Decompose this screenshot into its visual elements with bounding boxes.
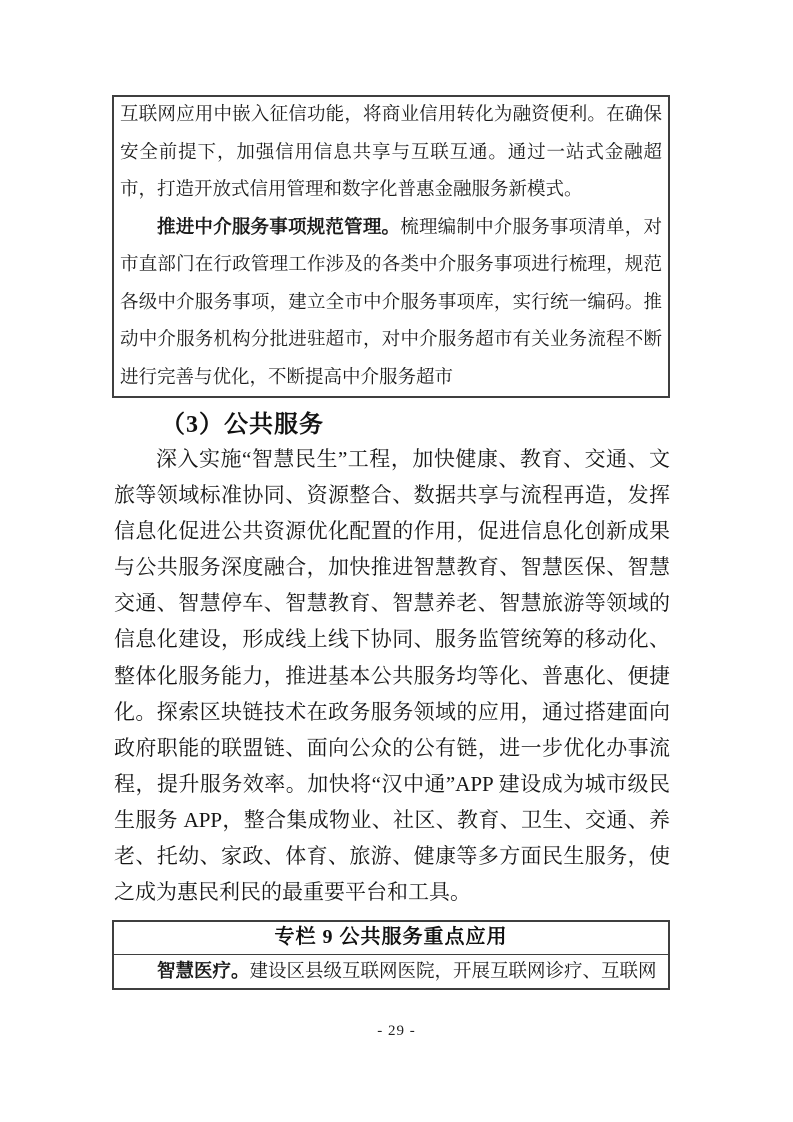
box1-paragraph-intermediary [120,210,662,398]
column9-row-smart-healthcare [114,955,668,988]
column9-row-lead: 智慧医疗。 [157,962,250,982]
intermediary-services-box [112,95,670,398]
box1-paragraph-credit: 互联网应用中嵌入征信功能，将商业信用转化为融资便利。在确保安全前提下，加强信用信息共享与互联互通。通过一站式金融超市，打造开放式信用管理和数字化普惠金融服务新模式。 [120,105,662,200]
column9-row-body: 建设区县级互联网医院，开展互联网诊疗、互联网 [249,962,657,982]
box1-paragraph-body: 梳理编制中介服务事项清单，对市直部门在行政管理工作涉及的各类中介服务事项进行梳理，规范各级中介服务事项，建立全市中介服务事项库，实行统一编码。推动中介服务机构分批进驻超市，对中介服务超市有关业务流程不断进行完善与优化，不断提高中介服务超市 [120,217,662,388]
box1-paragraph-lead: 推进中介服务事项规范管理。 [157,217,401,238]
column9-header: 专栏 9 公共服务重点应用 [114,922,668,955]
section-heading-public-services: （3）公共服务 [161,412,324,438]
column9-box [112,920,670,990]
public-services-paragraph: 深入实施“智慧民生”工程，加快健康、教育、交通、文旅等领域标准协同、资源整合、数据共享与流程再造，发挥信息化促进公共资源优化配置的作用，促进信息化创新成果与公共服务深度融合，加快推进智慧教育、智慧医保、智慧交通、智慧停车、智慧教育、智慧养老、智慧旅游等领域的信息化建设，形成线上线下协同、服务监管统筹的移动化、整体化服务能力，推进基本公共服务均等化、普惠化、便捷化。探索区块链技术在政务服务领域的应用，通过搭建面向政府职能的联盟链、面向公众的公有链，进一步优化办事流程，提升服务效率。加快将“汉中通”APP 建设成为城市级民生服务 APP，整合集成物业、社区、教育、卫生、交通、养老、托幼、家政、体育、旅游、健康等多方面民生服务，使之成为惠民利民的最重要平台和工具。 [114,447,670,905]
page-number: - 29 - [377,1023,416,1039]
